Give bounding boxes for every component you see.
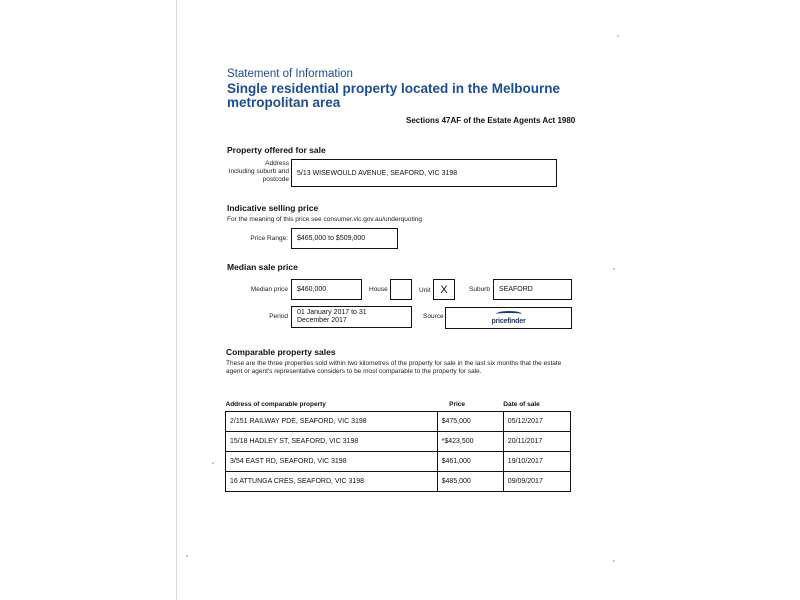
price-range-label: Price Range: [250,235,288,242]
row-price: *$423,500 [437,432,503,452]
median-section-heading: Median sale price [227,262,298,272]
column-header-price: Price [449,401,466,408]
row-price: $475,000 [437,412,503,432]
table-header-row [226,400,571,412]
address-field: 5/13 WISEWOULD AVENUE, SEAFORD, VIC 3198 [291,159,557,187]
address-label-line-2: Including suburb and [228,168,289,175]
document-title: Single residential property located in the Melbourne metropolitan area [227,81,561,110]
row-address: 15/18 HADLEY ST, SEAFORD, VIC 3198 [226,432,438,452]
property-section-heading: Property offered for sale [227,145,326,155]
act-reference: Sections 47AF of the Estate Agents Act 1980 [406,116,576,125]
scan-speck [617,35,619,37]
column-header-date: Date of sale [503,401,540,408]
suburb-field: SEAFORD [493,279,572,300]
row-price: $485,000 [437,472,503,492]
period-label: Period [269,313,288,320]
table-row [226,452,571,472]
page-edge [176,0,177,600]
house-label: House [369,286,388,293]
row-date: 09/09/2017 [503,472,570,492]
scan-speck [613,560,615,562]
unit-label: Unit [419,287,431,294]
underquoting-note: For the meaning of this price see consumer.vic.gov.au/underquoting [227,216,422,223]
comparable-section-heading: Comparable property sales [226,347,336,357]
price-range-field: $465,000 to $509,000 [291,228,398,249]
table-row [226,412,571,432]
row-date: 20/11/2017 [503,432,570,452]
comparable-note: These are the three properties sold within two kilometres of the property for sale in the last six months that the estate agent or agent's representative considers to be most comparable to the property for sale. [226,360,562,375]
unit-checkbox: X [433,279,455,300]
row-date: 05/12/2017 [503,412,570,432]
row-address: 16 ATTUNGA CRES, SEAFORD, VIC 3198 [226,472,438,492]
house-checkbox [390,279,412,300]
row-address: 2/151 RAILWAY PDE, SEAFORD, VIC 3198 [226,412,438,432]
table-row [226,472,571,492]
period-field: 01 January 2017 to 31 December 2017 [291,306,412,328]
indicative-section-heading: Indicative selling price [227,203,319,213]
row-address: 3/54 EAST RD, SEAFORD, VIC 3198 [226,452,438,472]
comparable-sales-table [225,400,571,492]
median-price-label: Median price [250,286,288,293]
row-date: 19/10/2017 [503,452,570,472]
source-label: Source [423,313,444,320]
pricefinder-swoosh-icon [496,311,522,317]
row-price: $461,000 [437,452,503,472]
address-label-line-3: postcode [262,176,289,183]
column-header-address: Address of comparable property [225,401,326,408]
table-row [226,432,571,452]
suburb-label: Suburb [469,286,490,293]
scan-speck [186,555,188,557]
pricefinder-logo: pricefinder [491,318,526,325]
scan-speck [212,462,214,464]
source-field [445,307,572,329]
address-label [220,160,289,184]
address-label-line-1: Address [265,160,289,167]
scan-speck [613,268,615,270]
statement-heading: Statement of Information [227,68,353,80]
median-price-field: $460,000 [291,279,362,300]
